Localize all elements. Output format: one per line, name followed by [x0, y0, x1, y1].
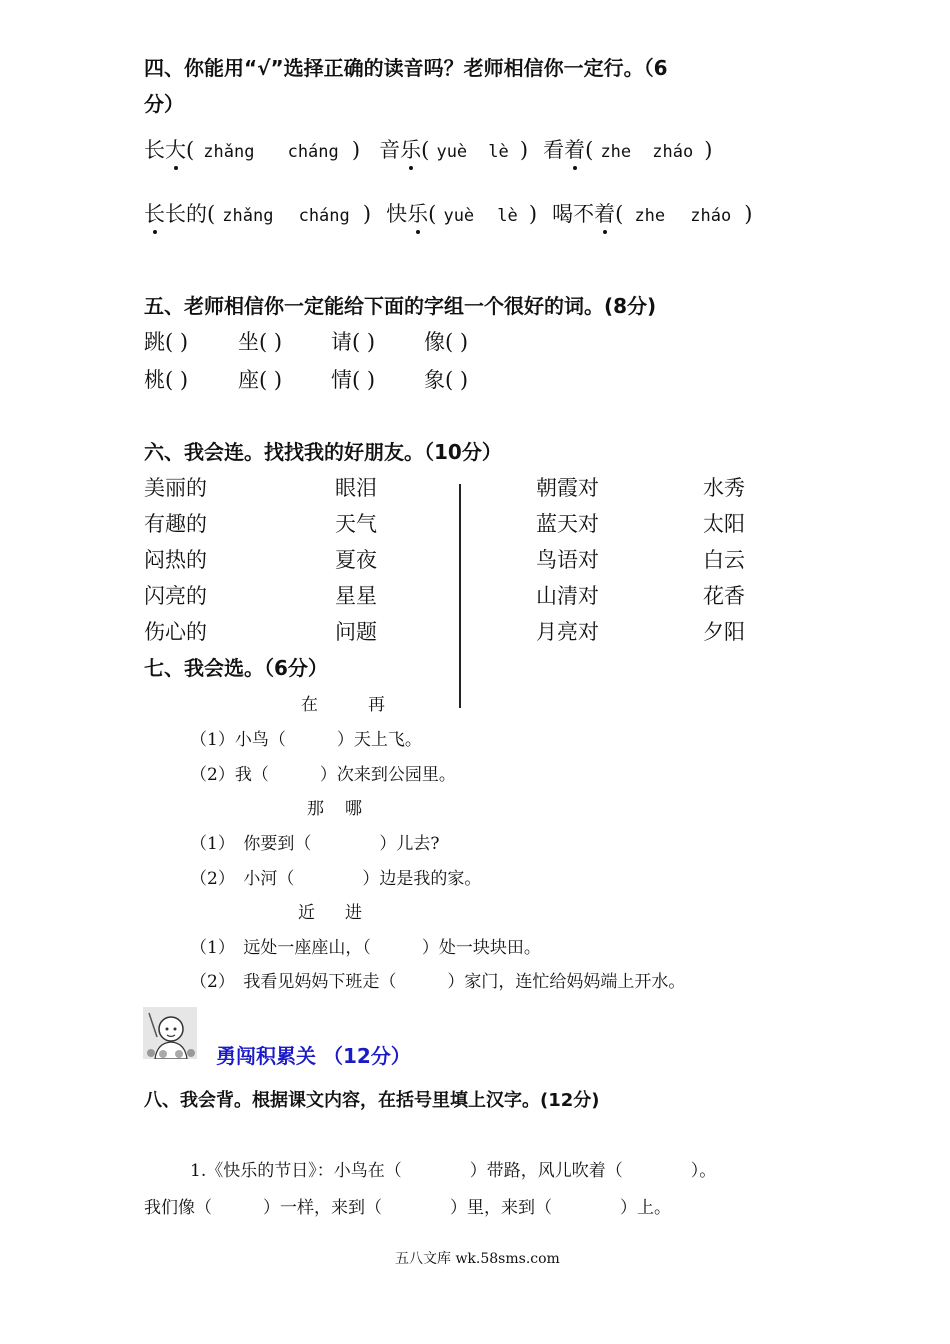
pinyin-option[interactable]: zháo [690, 206, 732, 226]
paren-open: ( [207, 202, 216, 226]
paren-open: ( [585, 138, 594, 162]
q4-item [144, 138, 365, 162]
choice-word: 哪 [345, 799, 362, 819]
match-item-right[interactable]: 星星 [335, 584, 377, 608]
match-item-right[interactable]: 问题 [335, 620, 377, 644]
q7-sentence[interactable]: （2） 小河（ ）边是我的家。 [190, 869, 482, 889]
q5-blank[interactable]: 桃( ) [144, 368, 189, 392]
pinyin-option[interactable]: zhǎng [222, 206, 274, 226]
paren-close: ) [744, 202, 753, 226]
q4-word: 看 [543, 138, 565, 162]
q8-line2[interactable]: 我们像（ ）一样，来到（ ）里，来到（ ）上。 [144, 1198, 671, 1218]
q4-title-line2: 分） [144, 92, 184, 116]
match-item-left[interactable]: 月亮对 [536, 620, 599, 644]
match-item-left[interactable]: 鸟语对 [536, 548, 599, 572]
q4-title-line1: 四、你能用“√”选择正确的读音吗？老师相信你一定行。（6 [144, 56, 668, 80]
divider-line [459, 484, 461, 708]
q5-blank[interactable]: 坐( ) [238, 330, 283, 354]
choice-word: 进 [345, 903, 362, 923]
q5-blank[interactable]: 请( ) [331, 330, 376, 354]
match-item-left[interactable]: 有趣的 [144, 512, 207, 536]
q5-blank[interactable]: 跳( ) [144, 330, 189, 354]
pinyin-option[interactable]: zhe [600, 142, 632, 162]
q5-blank[interactable]: 座( ) [238, 368, 283, 392]
child-avatar-image [143, 1007, 197, 1059]
q7-sentence[interactable]: （2）我（ ）次来到公园里。 [190, 765, 456, 785]
choice-word: 那 [307, 799, 324, 819]
choice-word: 近 [298, 903, 315, 923]
pinyin-option[interactable]: cháng [298, 206, 350, 226]
q4-word-dotted: 着 [594, 202, 616, 226]
q4-word: 长 [144, 138, 165, 162]
match-item-left[interactable]: 美丽的 [144, 476, 207, 500]
pinyin-option[interactable]: yuè [436, 142, 468, 162]
paren-open: ( [428, 202, 437, 226]
q7-sentence[interactable]: （1）小鸟（ ）天上飞。 [190, 730, 422, 750]
q4-word: 快 [386, 202, 408, 226]
paren-close: ) [362, 202, 372, 226]
footer-watermark: 五八文库 wk.58sms.com [395, 1251, 560, 1267]
q4-row2 [144, 198, 753, 228]
pinyin-option[interactable]: yuè [443, 206, 475, 226]
q5-title: 五、老师相信你一定能给下面的字组一个很好的词。(8分) [144, 294, 657, 318]
q4-word-dotted: 着 [564, 138, 586, 162]
match-item-right[interactable]: 花香 [703, 584, 745, 608]
match-item-left[interactable]: 蓝天对 [536, 512, 599, 536]
q4-item [386, 202, 542, 226]
choice-word: 在 [301, 695, 318, 715]
q4-row1 [144, 134, 713, 164]
section-title: 勇闯积累关 （12分） [216, 1044, 411, 1068]
q4-word-dotted: 长 [144, 202, 165, 226]
q5-blank[interactable]: 像( ) [424, 330, 469, 354]
match-item-right[interactable]: 太阳 [703, 512, 745, 536]
paren-open: ( [186, 138, 195, 162]
paren-close: ) [704, 138, 713, 162]
pinyin-option[interactable]: zhe [634, 206, 666, 226]
match-item-left[interactable]: 山清对 [536, 584, 599, 608]
q4-word-dotted: 乐 [400, 138, 422, 162]
match-item-right[interactable]: 天气 [335, 512, 377, 536]
q4-word: 喝不 [552, 202, 595, 226]
q4-item [552, 202, 753, 226]
q5-blank[interactable]: 情( ) [331, 368, 376, 392]
q4-word-dotted: 大 [165, 138, 186, 162]
q4-item [543, 138, 713, 162]
match-item-right[interactable]: 白云 [703, 548, 745, 572]
q4-item [144, 202, 376, 226]
match-item-left[interactable]: 朝霞对 [536, 476, 599, 500]
match-item-right[interactable]: 夏夜 [335, 548, 377, 572]
paren-open: ( [615, 202, 624, 226]
q8-line1[interactable]: 1.《快乐的节日》：小鸟在（ ）带路，风儿吹着（ ）。 [190, 1161, 717, 1181]
choice-word: 再 [368, 695, 385, 715]
paren-open: ( [421, 138, 430, 162]
q4-word: 长的 [165, 202, 207, 226]
q7-sentence[interactable]: （1） 远处一座座山，（ ）处一块块田。 [190, 938, 541, 958]
paren-close: ) [351, 138, 361, 162]
match-item-right[interactable]: 水秀 [703, 476, 745, 500]
paren-close: ) [519, 138, 529, 162]
q6-title: 六、我会连。找找我的好朋友。（10分） [144, 440, 502, 464]
q5-blank[interactable]: 象( ) [424, 368, 469, 392]
pinyin-option[interactable]: lè [497, 206, 518, 226]
q4-word-dotted: 乐 [407, 202, 429, 226]
q8-title: 八、我会背。根据课文内容，在括号里填上汉字。(12分) [144, 1090, 600, 1111]
pinyin-option[interactable]: zháo [652, 142, 694, 162]
match-item-left[interactable]: 伤心的 [144, 620, 207, 644]
q4-word: 音 [379, 138, 401, 162]
match-item-left[interactable]: 闪亮的 [144, 584, 207, 608]
q7-title: 七、我会选。（6分） [144, 656, 328, 680]
match-item-right[interactable]: 夕阳 [703, 620, 745, 644]
match-item-left[interactable]: 闷热的 [144, 548, 207, 572]
pinyin-option[interactable]: lè [488, 142, 509, 162]
q7-sentence[interactable]: （2） 我看见妈妈下班走（ ）家门，连忙给妈妈端上开水。 [190, 972, 686, 992]
match-item-right[interactable]: 眼泪 [335, 476, 377, 500]
pinyin-option[interactable]: cháng [287, 142, 339, 162]
paren-close: ) [528, 202, 538, 226]
q4-item [379, 138, 533, 162]
pinyin-option[interactable]: zhǎng [203, 142, 255, 162]
q7-sentence[interactable]: （1） 你要到（ ）儿去? [190, 834, 440, 854]
